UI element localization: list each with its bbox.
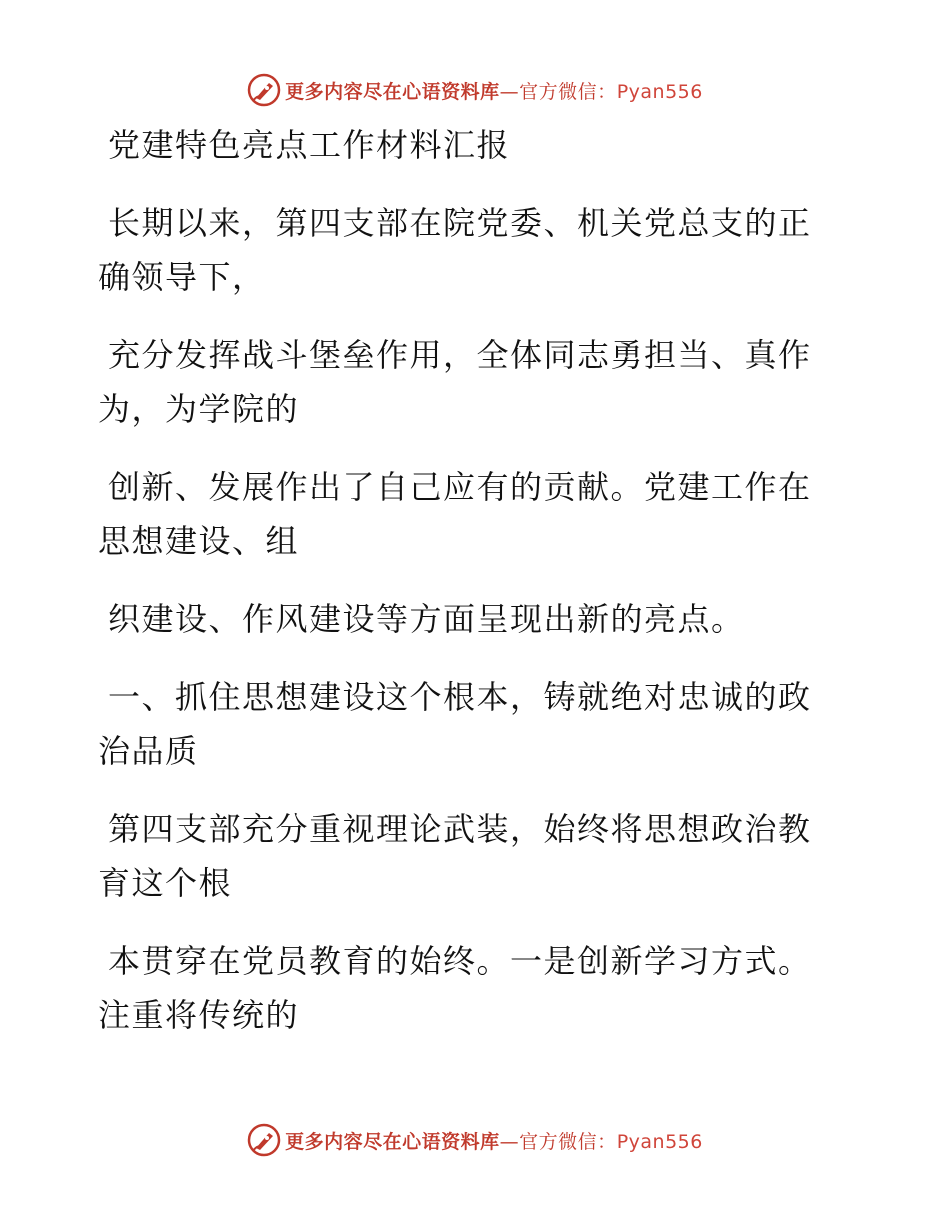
paragraph-line: 注重将传统的 (98, 996, 300, 1034)
banner-brand: 更多内容尽在心语资料库 (285, 1130, 500, 1153)
paragraph (98, 196, 838, 304)
banner-text (285, 1127, 703, 1154)
banner-wechat-id: Pyan556 (616, 1130, 703, 1153)
paragraph-line: 育这个根 (98, 864, 233, 902)
pen-nib-logo-icon (247, 1123, 281, 1157)
banner-text (285, 77, 703, 104)
document-body (98, 118, 838, 1066)
paragraph-line: 本贯穿在党员教育的始终。一是创新学习方式。 (108, 942, 812, 980)
banner-wechat-label: 官方微信： (519, 80, 617, 103)
paragraph (98, 328, 838, 436)
paragraph (98, 802, 838, 910)
paragraph (98, 934, 838, 1042)
section-heading (98, 670, 838, 778)
paragraph-line: 确领导下， (98, 258, 266, 296)
footer-banner (0, 1120, 950, 1160)
paragraph-line: 一、抓住思想建设这个根本，铸就绝对忠诚的政 (108, 678, 812, 716)
banner-separator: — (499, 80, 520, 103)
banner-separator: — (499, 1130, 520, 1153)
paragraph-line: 充分发挥战斗堡垒作用，全体同志勇担当、真作 (108, 336, 812, 374)
header-banner (0, 70, 950, 110)
banner-wechat-label: 官方微信： (519, 1130, 617, 1153)
paragraph-line: 治品质 (98, 732, 199, 770)
banner-wechat-id: Pyan556 (616, 80, 703, 103)
paragraph-line: 思想建设、组 (98, 522, 300, 560)
paragraph-line: 长期以来，第四支部在院党委、机关党总支的正 (108, 204, 812, 242)
paragraph-line: 为，为学院的 (98, 390, 300, 428)
paragraph-line: 第四支部充分重视理论武装，始终将思想政治教 (108, 810, 812, 848)
paragraph-line: 创新、发展作出了自己应有的贡献。党建工作在 (108, 468, 812, 506)
paragraph (98, 592, 838, 646)
document-title: 党建特色亮点工作材料汇报 (108, 126, 511, 164)
pen-nib-logo-icon (247, 73, 281, 107)
paragraph-line: 织建设、作风建设等方面呈现出新的亮点。 (108, 600, 745, 638)
paragraph (98, 460, 838, 568)
banner-brand: 更多内容尽在心语资料库 (285, 80, 500, 103)
